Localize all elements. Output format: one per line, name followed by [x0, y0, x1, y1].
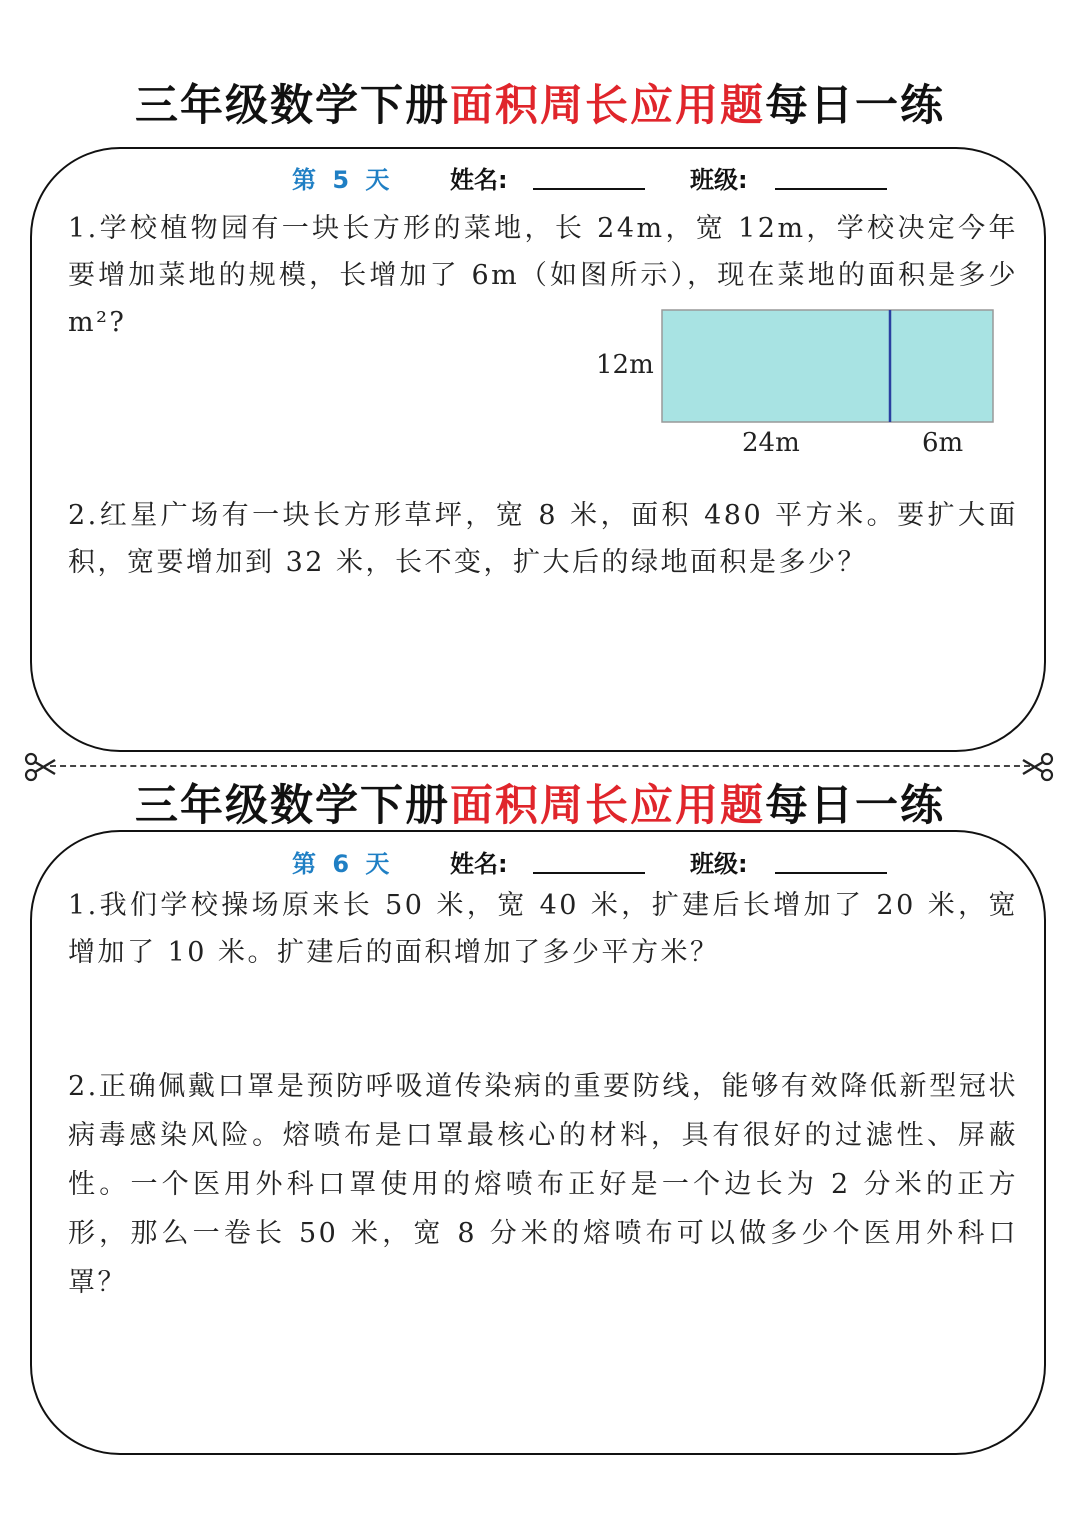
sheet2-title-part2: 每日一练 — [765, 781, 945, 831]
sheet1-rectangle-figure — [660, 308, 996, 424]
sheet1-title-highlight: 面积周长应用题 — [450, 81, 765, 131]
sheet1-title — [0, 76, 1080, 136]
sheet1-question-2: 2.红星广场有一块长方形草坪，宽 8 米，面积 480 平方米。要扩大面积，宽要增加到 32 米，长不变，扩大后的绿地面积是多少？ — [68, 500, 1018, 578]
sheet2-name-blank[interactable] — [533, 872, 645, 874]
sheet2-day-label: 第 6 天 — [292, 850, 394, 878]
sheet1-day-label: 第 5 天 — [292, 166, 394, 194]
figure-length-label: 24m — [742, 428, 800, 458]
figure-rectangle — [662, 310, 993, 422]
sheet1-question-1: 1.学校植物园有一块长方形的菜地，长 24m，宽 12m，学校决定今年要增加菜地的规模，长增加了 6m（如图所示），现在菜地的面积是多少m²? — [68, 213, 1018, 338]
sheet1-title-part2: 每日一练 — [765, 81, 945, 131]
sheet2-class-blank[interactable] — [775, 872, 887, 874]
sheet2-question-1: 1.我们学校操场原来长 50 米，宽 40 米，扩建后长增加了 20 米，宽增加了 10 米。扩建后的面积增加了多少平方米？ — [68, 890, 1018, 968]
sheet1-name-blank[interactable] — [533, 188, 645, 190]
sheet2-question-2: 2.正确佩戴口罩是预防呼吸道传染病的重要防线，能够有效降低新型冠状病毒感染风险。熔喷布是口罩最核心的材料，具有很好的过滤性、屏蔽性。一个医用外科口罩使用的熔喷布正好是一个边长为 2 分米的正方形，那么一卷长 50 米，宽 8 分米的熔喷布可以做多少个医用外科口罩？ — [68, 1071, 1018, 1298]
sheet2-name-label: 姓名: — [450, 850, 508, 878]
sheet2-title — [0, 776, 1080, 836]
sheet1-name-label: 姓名: — [450, 166, 508, 194]
sheet2-title-highlight: 面积周长应用题 — [450, 781, 765, 831]
figure-height-label: 12m — [596, 350, 654, 380]
sheet1-title-part1: 三年级数学下册 — [135, 81, 450, 131]
sheet1-info-row — [0, 160, 1080, 200]
figure-added-label: 6m — [922, 428, 964, 458]
sheet2-title-part1: 三年级数学下册 — [135, 781, 450, 831]
sheet1-class-blank[interactable] — [775, 188, 887, 190]
sheet2-class-label: 班级: — [690, 850, 748, 878]
cut-line — [50, 765, 1030, 767]
sheet1-class-label: 班级: — [690, 166, 748, 194]
sheet2-info-row — [0, 844, 1080, 884]
